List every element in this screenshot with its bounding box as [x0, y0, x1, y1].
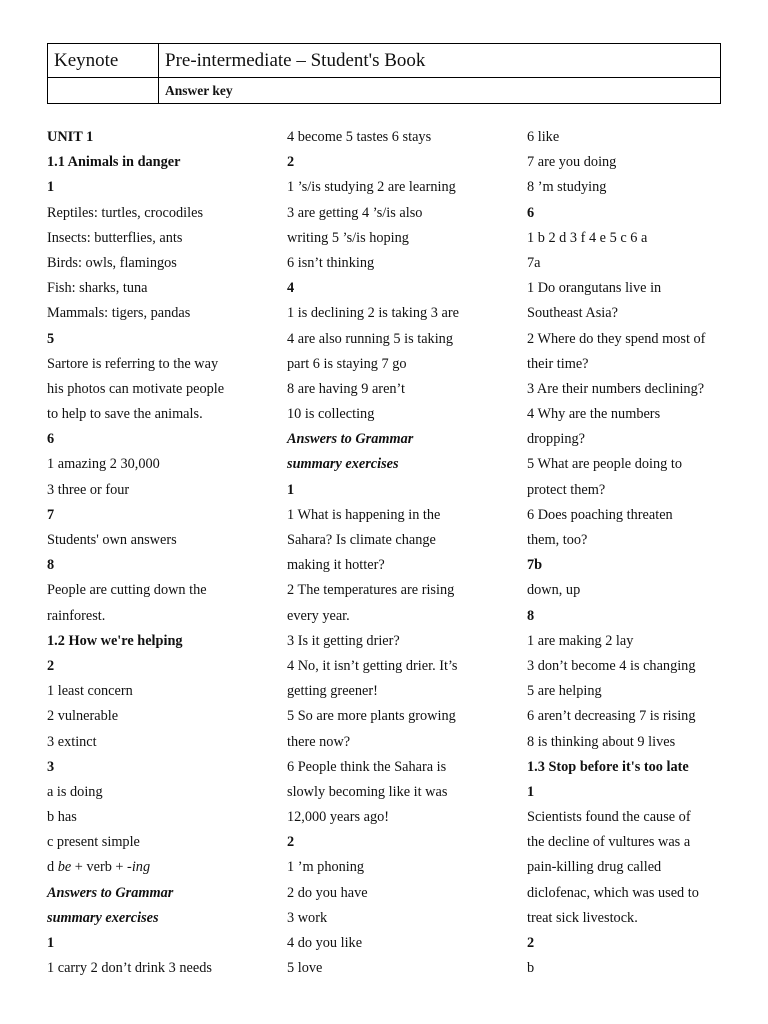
answer-line: 4 are also running 5 is taking [287, 330, 453, 347]
answer-column-3 [527, 125, 767, 981]
answer-line: 12,000 years ago! [287, 809, 390, 826]
empty-cell [48, 78, 159, 104]
answer-heading: 3 [47, 758, 55, 775]
answer-line [47, 855, 287, 880]
answer-line: diclofenac, which was used to [527, 884, 699, 901]
answer-line: Insects: butterflies, ants [47, 229, 183, 246]
answer-line: the decline of vultures was a [527, 834, 691, 851]
answer-line: a is doing [47, 783, 103, 800]
answer-line: treat sick livestock. [527, 909, 638, 926]
answer-line: 4 do you like [287, 935, 363, 951]
answer-line: 3 Is it getting drier? [287, 632, 400, 649]
answer-text-part: + verb + - [71, 859, 132, 876]
answer-line: 2 The temperatures are rising [287, 582, 455, 599]
answer-key-label: Answer key [159, 78, 721, 104]
answer-line: 5 What are people doing to [527, 456, 682, 473]
answer-line: 1 What is happening in the [287, 506, 441, 523]
answer-heading: 2 [287, 154, 295, 171]
answer-line: 1 b 2 d 3 f 4 e 5 c 6 a [527, 229, 648, 246]
answer-line: 3 work [287, 909, 328, 926]
answer-line: rainforest. [47, 607, 106, 624]
answer-line: pain-killing drug called [527, 859, 662, 876]
answer-heading: 8 [527, 607, 535, 624]
answer-line: 7a [527, 254, 541, 271]
answer-line: them, too? [527, 532, 588, 548]
answer-heading: 1 [287, 481, 295, 498]
answer-line: 6 aren’t decreasing 7 is rising [527, 708, 696, 725]
answer-text: d [47, 859, 58, 876]
answer-column-1 [47, 125, 287, 981]
answer-line: dropping? [527, 431, 585, 448]
answer-line: 1 carry 2 don’t drink 3 needs [47, 960, 212, 977]
answer-line: slowly becoming like it was [287, 783, 448, 800]
answer-line: 5 love [287, 960, 323, 977]
answer-line: writing 5 ’s/is hoping [287, 229, 409, 246]
answer-line: 2 do you have [287, 884, 368, 901]
answer-line: 4 No, it isn’t getting drier. It’s [287, 657, 458, 674]
answer-heading: Answers to Grammar [287, 431, 414, 448]
answer-line: Sartore is referring to the way [47, 355, 219, 372]
answer-line: Scientists found the cause of [527, 809, 691, 826]
answer-heading: 2 [287, 834, 295, 851]
answer-line: down, up [527, 582, 581, 599]
answer-line: 6 Does poaching threaten [527, 506, 673, 523]
answer-column-2 [287, 125, 527, 981]
answer-line: 3 three or four [47, 481, 130, 498]
answer-heading: 7 [47, 506, 55, 523]
answer-line: 8 is thinking about 9 lives [527, 733, 676, 750]
book-name: Keynote [48, 44, 159, 78]
answer-heading: 1 [47, 179, 55, 196]
answer-line: 6 like [527, 129, 560, 145]
answer-heading: 1.1 Animals in danger [47, 154, 181, 171]
answer-heading: UNIT 1 [47, 129, 94, 145]
answer-line: People are cutting down the [47, 582, 207, 599]
answer-line: Mammals: tigers, pandas [47, 305, 191, 322]
answer-heading: 1.3 Stop before it's too late [527, 758, 689, 775]
answer-line: b has [47, 809, 77, 826]
answer-line: 1 are making 2 lay [527, 632, 634, 649]
answer-line: 10 is collecting [287, 406, 375, 423]
answer-line: Southeast Asia? [527, 305, 618, 322]
answer-text-part: ing [131, 859, 151, 876]
answer-line: Reptiles: turtles, crocodiles [47, 204, 204, 221]
answer-line: Students' own answers [47, 532, 177, 548]
answer-line: 1 ’s/is studying 2 are learning [287, 179, 456, 196]
answer-heading: 1 [47, 935, 55, 951]
answer-line: every year. [287, 607, 350, 624]
answer-line: 5 So are more plants growing [287, 708, 456, 725]
answer-line: 7 are you doing [527, 154, 617, 171]
answer-heading: 2 [527, 935, 535, 951]
answer-line: 3 are getting 4 ’s/is also [287, 204, 423, 221]
answer-heading: summary exercises [287, 456, 399, 473]
answer-heading: 6 [47, 431, 55, 448]
answer-text-part: be [57, 859, 72, 876]
answer-line: 6 isn’t thinking [287, 254, 375, 271]
answer-line: his photos can motivate people [47, 380, 225, 397]
answer-line: b [527, 960, 535, 977]
answer-line: to help to save the animals. [47, 406, 203, 423]
answer-line: 8 are having 9 aren’t [287, 380, 406, 397]
answer-heading: Answers to Grammar [47, 884, 174, 901]
answer-heading: 8 [47, 557, 55, 574]
header-row-subtitle [48, 78, 721, 104]
answer-line: 8 ’m studying [527, 179, 607, 196]
answer-heading: 7b [527, 557, 543, 574]
answer-line: 1 is declining 2 is taking 3 are [287, 305, 459, 322]
book-title: Pre-intermediate – Student's Book [159, 44, 721, 78]
answer-line: 6 People think the Sahara is [287, 758, 447, 775]
answer-line: c present simple [47, 834, 140, 851]
answer-line: 4 Why are the numbers [527, 406, 661, 423]
answer-heading: 2 [47, 657, 55, 674]
answer-line: Sahara? Is climate change [287, 532, 436, 548]
answer-heading: 6 [527, 204, 535, 221]
answer-line: 3 Are their numbers declining? [527, 380, 705, 397]
header-table [47, 43, 721, 104]
answer-heading: 1 [527, 783, 535, 800]
answer-heading: summary exercises [47, 909, 159, 926]
header-row-title [48, 44, 721, 78]
answer-line: part 6 is staying 7 go [287, 355, 407, 372]
answer-line: Fish: sharks, tuna [47, 280, 148, 297]
answer-line: 4 become 5 tastes 6 stays [287, 129, 432, 145]
answer-line: their time? [527, 355, 589, 372]
answer-line: Birds: owls, flamingos [47, 254, 177, 271]
answer-line: getting greener! [287, 683, 378, 700]
answer-heading: 1.2 How we're helping [47, 632, 183, 649]
answer-line: 2 vulnerable [47, 708, 119, 725]
answer-line: 5 are helping [527, 683, 602, 700]
answer-line: 3 extinct [47, 733, 97, 750]
answer-line: 1 ’m phoning [287, 859, 365, 876]
answer-line: protect them? [527, 481, 606, 498]
answer-line: 1 amazing 2 30,000 [47, 456, 160, 473]
answer-heading: 4 [287, 280, 295, 297]
answer-line: making it hotter? [287, 557, 385, 574]
answer-line: 1 Do orangutans live in [527, 280, 662, 297]
answer-line: 2 Where do they spend most of [527, 330, 706, 347]
answer-line: 3 don’t become 4 is changing [527, 657, 696, 674]
answer-line: 1 least concern [47, 683, 133, 700]
answer-line: there now? [287, 733, 351, 750]
answer-heading: 5 [47, 330, 55, 347]
